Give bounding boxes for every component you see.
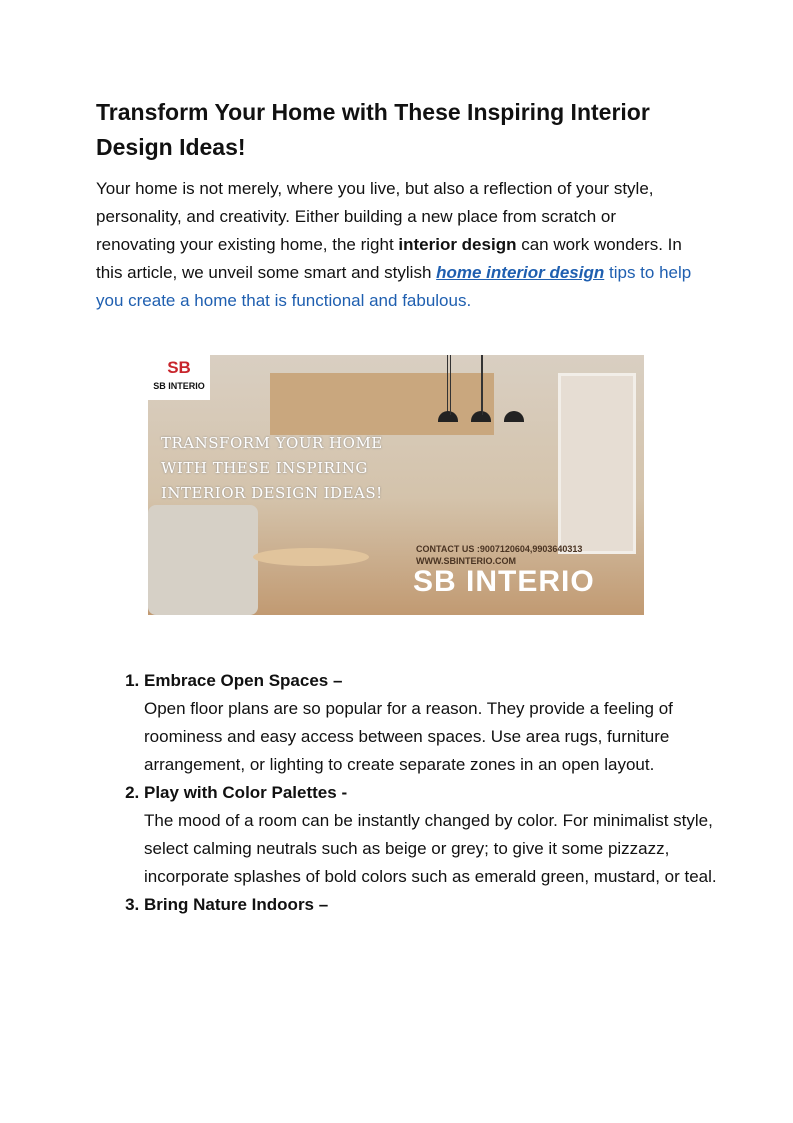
- coffee-table: [253, 548, 369, 566]
- list-item-title: 3. Bring Nature Indoors –: [144, 895, 329, 914]
- lamp-cord: [450, 355, 451, 415]
- kitchen-cabinets: [270, 373, 494, 435]
- logo-text: SB INTERIO: [153, 381, 205, 391]
- intro-paragraph: [96, 175, 696, 315]
- list-item-body: Open floor plans are so popular for a reason. They provide a feeling of roominess and easy access between spaces. Use area rugs, furniture arrangement, or lighting to create separate zones in an open layout.: [144, 699, 673, 774]
- home-interior-design-link[interactable]: home interior design: [436, 263, 605, 282]
- list-item-title: 2. Play with Color Palettes -: [144, 783, 348, 802]
- lamp-cord: [447, 355, 448, 415]
- intro-text: Your home is not merely, where you live, but also a reflection of your style, personality, and creativity. Either building a new place from scratch or renovating your existing home, the right: [96, 179, 654, 254]
- overlay-line: WITH THESE INSPIRING: [161, 459, 368, 477]
- hero-overlay-text: [161, 431, 383, 506]
- sb-interio-logo: [148, 355, 210, 400]
- contact-website: WWW.SBINTERIO.COM: [416, 556, 516, 566]
- intro-text-2: can work wonders. In this article, we unveil some smart and stylish: [96, 235, 682, 282]
- overlay-line: INTERIOR DESIGN IDEAS!: [161, 484, 383, 502]
- list-item: [144, 779, 744, 891]
- list-item-body: The mood of a room can be instantly changed by color. For minimalist style, select calming neutrals such as beige or grey; to give it some pizzazz, incorporate splashes of bold colors such as emerald green, mustard, or teal.: [144, 811, 717, 886]
- pendant-lamp-icon: [504, 411, 524, 422]
- intro-bold: interior design: [398, 235, 517, 254]
- logo-mark: SB: [167, 358, 191, 377]
- contact-phone: CONTACT US :9007120604,9903640313: [416, 544, 583, 554]
- brand-name: SB INTERIO: [413, 565, 595, 598]
- list-item-title: 1. Embrace Open Spaces –: [144, 671, 343, 690]
- bedroom-doorway: [558, 373, 636, 554]
- list-item: [144, 667, 744, 779]
- hero-image: [148, 355, 644, 615]
- overlay-line: TRANSFORM YOUR HOME: [161, 434, 383, 452]
- lamp-cord: [482, 355, 483, 415]
- contact-info: [416, 543, 582, 567]
- sofa: [148, 505, 258, 615]
- page-title: Transform Your Home with These Inspiring Interior Design Ideas!: [96, 99, 650, 160]
- list-item: [144, 891, 744, 919]
- link-tail: tips to help you create a home that is functional and fabulous.: [96, 263, 692, 310]
- tips-list: [96, 667, 744, 919]
